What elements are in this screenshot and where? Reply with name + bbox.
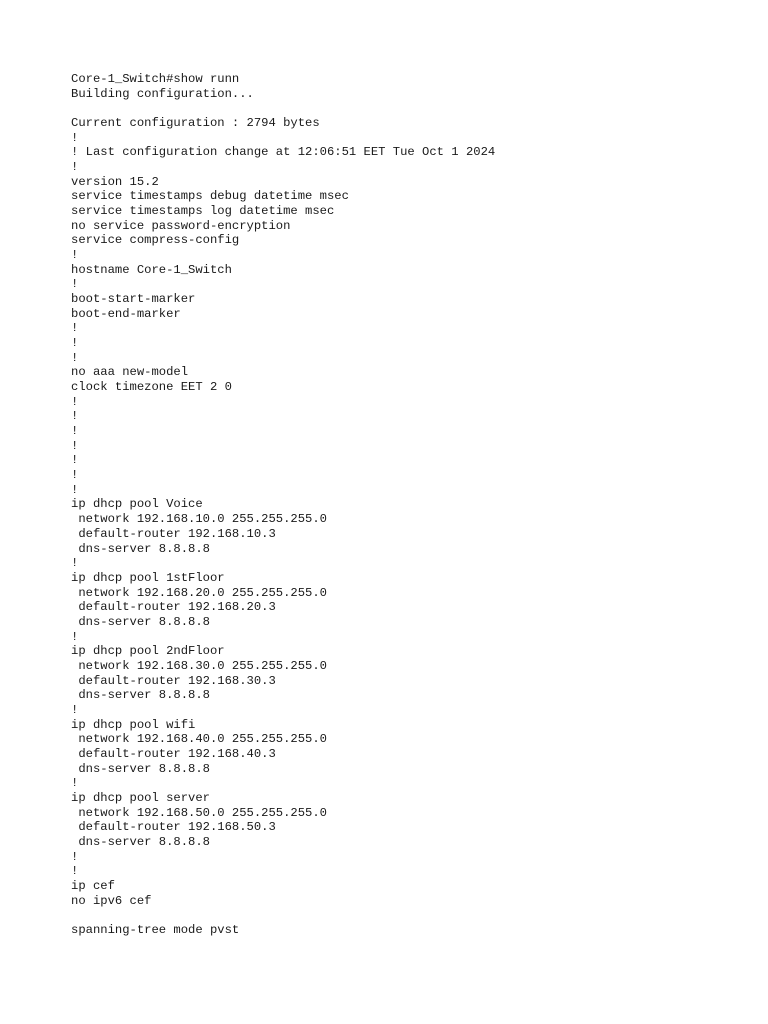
- config-line: no aaa new-model: [71, 365, 189, 380]
- config-line: ip cef: [71, 878, 115, 893]
- config-line: service timestamps log datetime msec: [71, 204, 335, 219]
- config-line: [71, 101, 495, 116]
- config-line: network 192.168.50.0 255.255.255.0: [71, 805, 327, 820]
- config-line: !: [71, 130, 79, 145]
- config-line: !: [71, 629, 79, 644]
- config-line: network 192.168.10.0 255.255.255.0: [71, 512, 327, 527]
- config-line: service timestamps debug datetime msec: [71, 189, 349, 204]
- config-line: !: [71, 409, 79, 424]
- config-line: service compress-config: [71, 233, 240, 248]
- config-line: network 192.168.30.0 255.255.255.0: [71, 658, 327, 673]
- config-line: clock timezone EET 2 0: [71, 380, 232, 395]
- config-line: dns-server 8.8.8.8: [71, 834, 210, 849]
- config-line: ! Last configuration change at 12:06:51 EET Tue Oct 1 2024: [71, 145, 496, 160]
- config-line: default-router 192.168.20.3: [71, 600, 276, 615]
- config-line: default-router 192.168.50.3: [71, 820, 276, 835]
- config-line: Building configuration...: [71, 86, 254, 101]
- config-line: !: [71, 350, 79, 365]
- config-line: hostname Core-1_Switch: [71, 262, 232, 277]
- config-line: ip dhcp pool server: [71, 790, 210, 805]
- config-line: dns-server 8.8.8.8: [71, 614, 210, 629]
- config-line: ip dhcp pool 1stFloor: [71, 570, 225, 585]
- config-line: !: [71, 438, 79, 453]
- config-line: boot-end-marker: [71, 306, 181, 321]
- config-line: no service password-encryption: [71, 218, 291, 233]
- config-line: !: [71, 468, 79, 483]
- config-line: boot-start-marker: [71, 292, 196, 307]
- config-line: default-router 192.168.30.3: [71, 673, 276, 688]
- config-line: !: [71, 394, 79, 409]
- config-line: Current configuration : 2794 bytes: [71, 116, 320, 131]
- config-line: !: [71, 277, 79, 292]
- config-line: version 15.2: [71, 174, 159, 189]
- config-line: ip dhcp pool 2ndFloor: [71, 644, 225, 659]
- config-line: !: [71, 556, 79, 571]
- config-line: !: [71, 424, 79, 439]
- config-line: dns-server 8.8.8.8: [71, 541, 210, 556]
- config-line: network 192.168.20.0 255.255.255.0: [71, 585, 327, 600]
- config-line: !: [71, 336, 79, 351]
- config-line: spanning-tree mode pvst: [71, 922, 240, 937]
- config-line: Core-1_Switch#show runn: [71, 72, 240, 86]
- config-line: dns-server 8.8.8.8: [71, 688, 210, 703]
- config-line: default-router 192.168.10.3: [71, 526, 276, 541]
- config-line: !: [71, 482, 79, 497]
- running-config-text: [71, 72, 495, 938]
- config-line: !: [71, 160, 79, 175]
- config-line: ip dhcp pool wifi: [71, 717, 196, 732]
- config-line: no ipv6 cef: [71, 893, 152, 908]
- config-line: !: [71, 321, 79, 336]
- config-line: !: [71, 248, 79, 263]
- config-line: !: [71, 453, 79, 468]
- config-line: !: [71, 849, 79, 864]
- config-line: default-router 192.168.40.3: [71, 746, 276, 761]
- config-line: !: [71, 776, 79, 791]
- config-line: [71, 908, 495, 923]
- config-line: !: [71, 702, 79, 717]
- config-line: !: [71, 864, 79, 879]
- config-line: network 192.168.40.0 255.255.255.0: [71, 732, 327, 747]
- config-line: dns-server 8.8.8.8: [71, 761, 210, 776]
- config-line: ip dhcp pool Voice: [71, 497, 203, 512]
